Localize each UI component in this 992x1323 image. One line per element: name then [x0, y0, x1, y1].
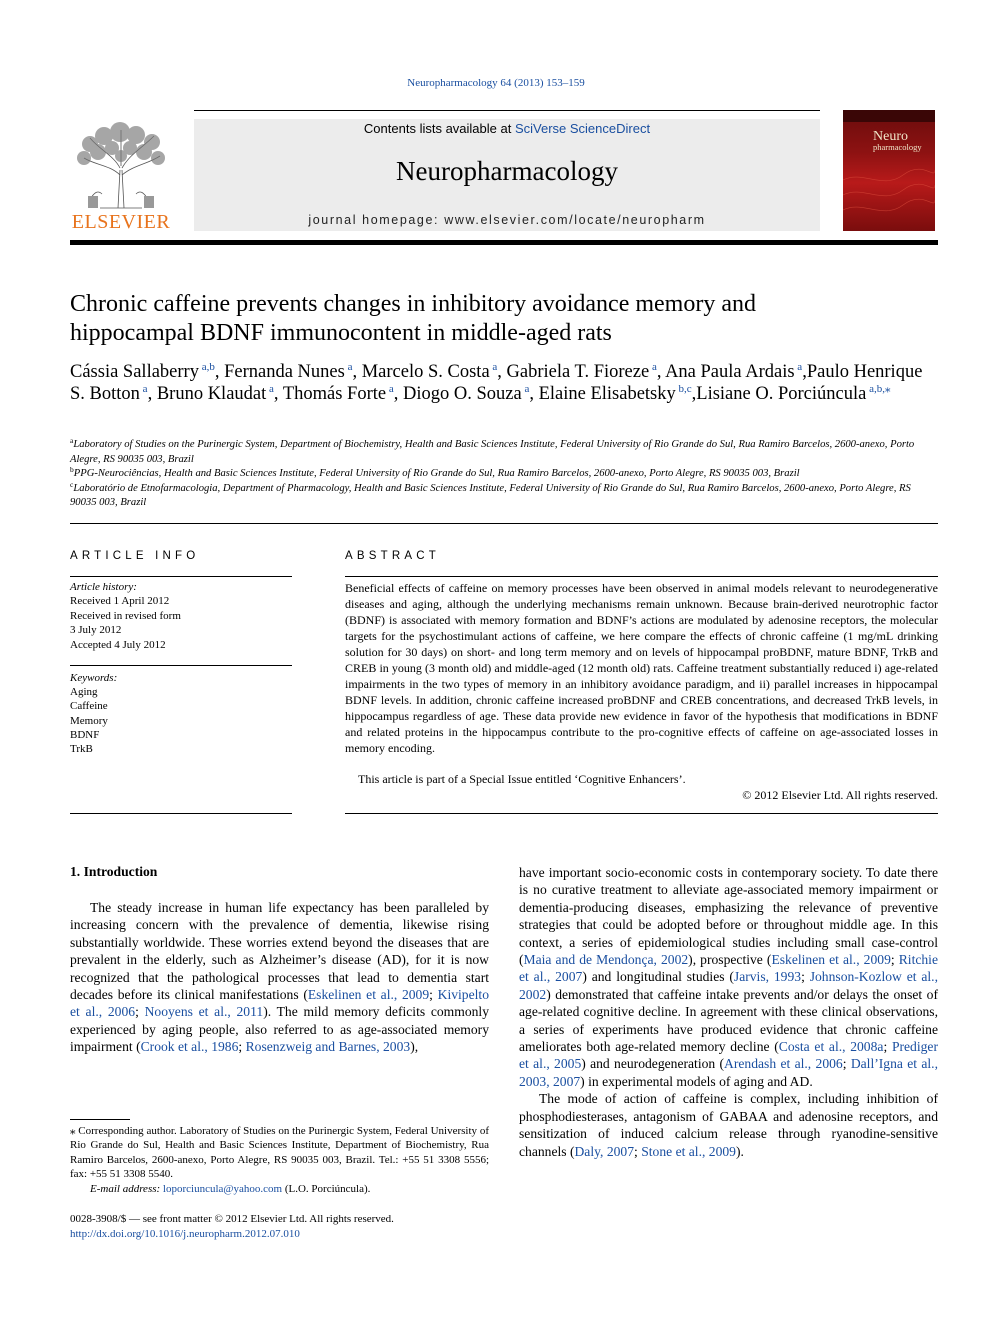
- citation-link[interactable]: Stone et al., 2009: [641, 1143, 736, 1159]
- contents-line: [194, 121, 820, 136]
- affiliation: $^b$PPG-Neurociências, Health and Basic Sciences Institute, Federal University of Rio Grande do Sul, Rua Ramiro Barcelos, 2600-anexo, Porto Alegre, RS 90035 003, Brazil: [70, 465, 800, 479]
- email-label: E-mail address:: [90, 1182, 163, 1195]
- author-affiliation-marker[interactable]: a: [139, 383, 148, 395]
- author-name: Elaine Elisabetsky: [538, 384, 676, 404]
- history-label: Article history:: [70, 581, 137, 593]
- citation-link[interactable]: Dall’Igna et al., 2003, 2007: [519, 1056, 938, 1089]
- affiliation-list: [70, 438, 938, 511]
- body-left-column: The steady increase in human life expectancy has been paralleled by increasing concern with the prevalence of dementia, likewise rising substantially worldwide. These worries extend beyond the diseases that are prevalent in the elderly, such as Alzheimer’s disease (AD), for it is now recognized that the pathological processes that lead to dementia start decades before its clinical manifestations (Eskelinen et al., 2009; Kivipelto et al., 2006; Nooyens et al., 2011). The mild memory deficits commonly experienced by aging people, also referred to as age-associated memory impairment (Crook et al., 1986; Rosenzweig and Barnes, 2003),: [70, 900, 490, 1055]
- keyword: Memory: [70, 714, 108, 727]
- title-line-2: hippocampal BDNF immunocontent in middle-aged rats: [70, 320, 612, 346]
- article-info-rule: [70, 576, 292, 577]
- affiliation: $^c$Laboratório de Etnofarmacologia, Department of Pharmacology, Health and Basic Sciences Institute, Federal University of Rio Grande do Sul, Rua Ramiro Barcelos, 2600-anexo, Porto Alegre, RS 90035 003, Brazil: [70, 479, 911, 508]
- email-line: [70, 1182, 489, 1196]
- history-item: Accepted 4 July 2012: [70, 638, 166, 651]
- author-name: Fernanda Nunes: [224, 362, 345, 382]
- citation-link[interactable]: Daly, 2007: [574, 1143, 635, 1159]
- author-affiliation-marker[interactable]: a: [266, 383, 274, 395]
- keyword: TrkB: [70, 743, 93, 756]
- history-item: 3 July 2012: [70, 624, 122, 637]
- keyword: BDNF: [70, 728, 100, 741]
- email-link[interactable]: loporciuncula@yahoo.com: [162, 1182, 283, 1195]
- journal-reference[interactable]: Neuropharmacology 64 (2013) 153–159: [407, 77, 585, 89]
- affiliation-rule: [70, 523, 938, 524]
- keywords: [70, 671, 292, 756]
- citation-link[interactable]: Costa et al., 2008a: [778, 1039, 884, 1055]
- author-affiliation-marker[interactable]: a: [794, 361, 803, 373]
- elsevier-wordmark: ELSEVIER: [71, 211, 171, 233]
- homepage-prefix: journal homepage:: [308, 213, 445, 227]
- author-affiliation-marker[interactable]: a: [386, 383, 394, 395]
- article-info-bottom-rule: [70, 813, 292, 814]
- abstract-text: Beneficial effects of caffeine on memory processes have been observed in animal models relevant to neurodegenerative diseases and aging, although the underlying mechanisms remain unknown. Because brain-derived neurotrophic factor (BDNF) is associated with memory formation and BDNF’s actions are modulated by adenosine receptors, the molecular targets for the psychostimulant actions of caffeine, we here compare the effects of chronic caffeine (1 mg/mL drinking solution for 30 days) on short- and long term memory and on levels of hippocampal proBDNF, mature BDNF, TrkB and CREB in young (3 month old) and middle-aged (12 month old) rats. Caffeine treatment substantially reduced i) age-related impairments in the two types of memory in an inhibitory avoidance paradigm, and ii) parallel increases in hippocampal BDNF levels. In addition, chronic caffeine increased proBDNF and CREB concentrations, and decreased TrkB levels, in hippocampus regardless of age. These data provide new evidence in favor of the hypothesis that modifications in BDNF and related proteins in the hippocampus contribute to the pro-cognitive effects of caffeine on age-associated losses in memory encoding.: [345, 581, 938, 755]
- author-affiliation-marker[interactable]: a,b: [198, 361, 215, 373]
- citation-link[interactable]: Prediger et al., 2005: [519, 1039, 938, 1072]
- affiliation-label: b: [70, 465, 74, 474]
- citation-link[interactable]: Kivipelto et al., 2006: [70, 987, 489, 1020]
- affiliation: $^a$Laboratory of Studies on the Purinergic System, Department of Biochemistry, Health and Basic Sciences Institute, Federal University of Rio Grande do Sul, Rua Ramiro Barcelos, 2600-anexo, Porto Alegre, RS 90035 003, Brazil: [70, 436, 915, 465]
- article-history: [70, 580, 292, 652]
- history-item: Received 1 April 2012: [70, 595, 170, 608]
- footnote-rule: [70, 1119, 130, 1120]
- author-name: Diogo O. Souza: [402, 384, 522, 404]
- cover-title-2: pharmacology: [873, 142, 922, 152]
- abstract-rule: [345, 576, 938, 577]
- author-affiliation-marker[interactable]: a,b,⁎: [866, 383, 891, 395]
- author-affiliation-marker[interactable]: a: [649, 361, 657, 373]
- citation-link[interactable]: Maia and de Mendonça, 2002: [523, 952, 689, 968]
- abstract-bottom-rule: [345, 813, 938, 814]
- introduction-heading: 1. Introduction: [70, 864, 158, 879]
- paragraph: The mode of action of caffeine is complex, including inhibition of phosphodiesterases, antagonism of GABAA and adenosine receptors, and sensitization of induced calcium release through ryanodine-sensitive channels (Daly, 2007; Stone et al., 2009).: [519, 1091, 938, 1159]
- issn-line: 0028-3908/$ — see front matter © 2012 Elsevier Ltd. All rights reserved.: [70, 1213, 394, 1225]
- author-affiliation-marker[interactable]: a: [489, 361, 498, 373]
- corresponding-author-text: ⁎ Corresponding author. Laboratory of Studies on the Purinergic System, Federal University of Rio Grande do Sul, Health and Basic Sciences Institute, Department of Biochemistry, Rua Ramiro Barcelos, 2600-anexo, Porto Alegre, RS 90035 003, Brazil. Tel.: +55 51 3308 5556; fax: +55 51 3308 5540.: [70, 1125, 489, 1181]
- body-right-column: [519, 864, 938, 1160]
- corresponding-author-footnote: [70, 1124, 489, 1196]
- cover-title-1: Neuro: [873, 129, 908, 144]
- citation-link[interactable]: Eskelinen et al., 2009: [307, 987, 430, 1003]
- author-name: Lisiane O. Porciúncula: [696, 384, 867, 404]
- article-title: [70, 290, 930, 348]
- citation-link[interactable]: Arendash et al., 2006: [724, 1056, 843, 1072]
- author-name: Marcelo S. Costa: [361, 362, 490, 382]
- keywords-rule: [70, 665, 292, 666]
- author-name: Ana Paula Ardais: [665, 362, 795, 382]
- affiliation-label: a: [70, 436, 74, 445]
- history-item: Received in revised form: [70, 609, 181, 622]
- author-name: Gabriela T. Fioreze: [506, 362, 650, 382]
- homepage-url[interactable]: www.elsevier.com/locate/neuropharm: [444, 213, 706, 227]
- author-affiliation-marker[interactable]: a: [344, 361, 353, 373]
- citation-link[interactable]: Johnson-Kozlow et al., 2002: [519, 969, 938, 1002]
- citation-link[interactable]: Rosenzweig and Barnes, 2003: [245, 1039, 411, 1055]
- journal-name: Neuropharmacology: [396, 156, 618, 186]
- journal-homepage: [194, 213, 820, 227]
- abstract-heading: ABSTRACT: [345, 550, 440, 562]
- journal-cover-image[interactable]: [843, 110, 935, 231]
- abstract-copyright: © 2012 Elsevier Ltd. All rights reserved.: [742, 788, 938, 802]
- author-name: Bruno Klaudat: [156, 384, 267, 404]
- doi-link[interactable]: http://dx.doi.org/10.1016/j.neuropharm.2012.07.010: [70, 1227, 300, 1240]
- sciencedirect-link[interactable]: SciVerse ScienceDirect: [514, 121, 651, 136]
- author-name: Thomás Forte: [282, 384, 387, 404]
- header-thick-rule: [70, 240, 938, 245]
- keywords-label: Keywords:: [70, 672, 118, 684]
- issn-doi: [70, 1212, 570, 1241]
- citation-link[interactable]: Crook et al., 1986: [140, 1039, 239, 1055]
- citation-link[interactable]: Nooyens et al., 2011: [144, 1004, 264, 1020]
- author-name: Cássia Sallaberry: [70, 362, 199, 382]
- email-suffix: (L.O. Porciúncula).: [282, 1182, 371, 1195]
- citation-link[interactable]: Eskelinen et al., 2009: [771, 952, 891, 968]
- affiliation-label: c: [70, 479, 74, 489]
- title-line-1: Chronic caffeine prevents changes in inhibitory avoidance memory and: [70, 291, 756, 317]
- citation-link[interactable]: Ritchie et al., 2007: [519, 952, 938, 985]
- special-issue-note: This article is part of a Special Issue entitled ‘Cognitive Enhancers’.: [358, 772, 686, 786]
- author-affiliation-marker[interactable]: a: [521, 383, 530, 395]
- keyword: Caffeine: [70, 700, 108, 713]
- citation-link[interactable]: Jarvis, 1993: [733, 969, 802, 985]
- author-affiliation-marker[interactable]: b,c: [675, 383, 692, 395]
- author-list: Cássia Sallaberry $^{a,b}$, Fernanda Nunes $^a$, Marcelo S. Costa $^a$, Gabriela T. Fioreze $^a$, Ana Paula Ardais $^a$,Paulo Henrique S. Botton $^a$, Bruno Klaudat $^a$, Thomás Forte $^a$, Diogo O. Souza $^a$, Elaine Elisabetsky $^{b,c}$,Lisiane O. Porciúncula $^{a,b,⁎}$: [70, 361, 923, 404]
- article-info-heading: ARTICLE INFO: [70, 550, 200, 562]
- paragraph: have important socio-economic costs in contemporary society. To date there is no curative treatment to alleviate age-associated memory impairment or dementia-producing diseases, emphasizing the relevance of preventive strategies that could be adopted before or throughout middle age. In this context, a series of epidemiological studies including small case-control (Maia and de Mendonça, 2002), prospective (Eskelinen et al., 2009; Ritchie et al., 2007) and longitudinal studies (Jarvis, 1993; Johnson-Kozlow et al., 2002) demonstrated that caffeine intake prevents and/or delays the onset of age-related cognitive decline. In agreement with these clinical observations, a series of experiments have produced evidence that chronic caffeine ameliorates both age-related memory decline (Costa et al., 2008a; Prediger et al., 2005) and neurodegeneration (Arendash et al., 2006; Dall’Igna et al., 2003, 2007) in experimental models of aging and AD.: [519, 865, 938, 1089]
- contents-prefix: Contents lists available at: [363, 121, 515, 136]
- cover-title: [873, 129, 922, 152]
- header-top-rule: [194, 110, 820, 111]
- author-name: Paulo Henrique S. Botton: [70, 362, 923, 404]
- keyword: Aging: [70, 686, 98, 699]
